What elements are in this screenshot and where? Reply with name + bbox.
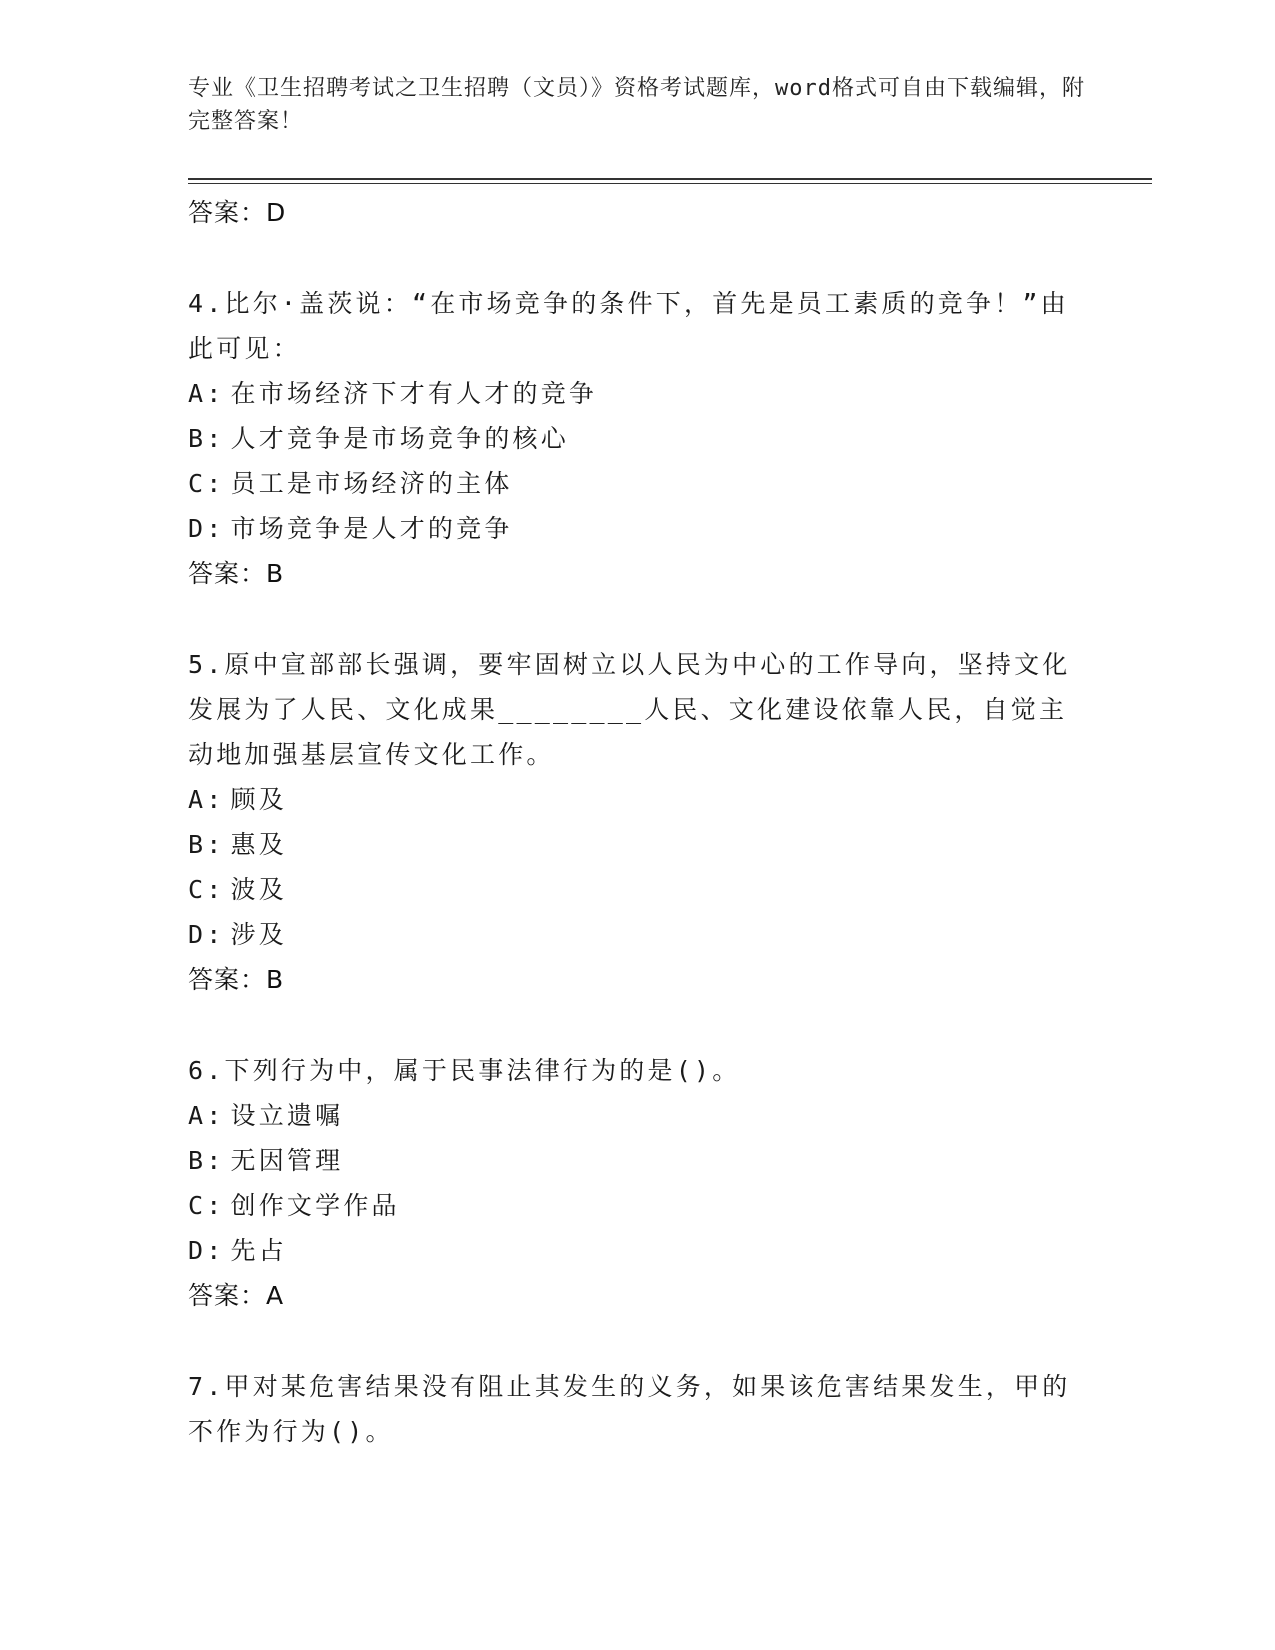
option-text: 市场竞争是人才的竞争	[230, 514, 513, 543]
option-text: 先占	[230, 1236, 287, 1265]
option-text: 涉及	[230, 920, 287, 949]
option-text: 无因管理	[230, 1146, 344, 1175]
option-key: A:	[188, 379, 225, 408]
answer-line: 答案：B	[188, 965, 285, 994]
option-a	[188, 371, 1088, 416]
option-b	[188, 1138, 1088, 1183]
question-stem: 7.甲对某危害结果没有阻止其发生的义务，如果该危害结果发生，甲的不作为行为()。	[188, 1372, 1071, 1446]
option-key: B:	[188, 424, 225, 453]
option-key: B:	[188, 1146, 225, 1175]
option-key: C:	[188, 469, 225, 498]
option-a	[188, 1093, 1088, 1138]
header-rule-thin	[188, 183, 1152, 184]
header-rule-thick	[188, 178, 1152, 180]
question-content	[188, 190, 1088, 1454]
option-c	[188, 1183, 1088, 1228]
question-stem: 5.原中宣部部长强调，要牢固树立以人民为中心的工作导向，坚持文化发展为了人民、文化成果________人民、文化建设依靠人民，自觉主动地加强基层宣传文化工作。	[188, 650, 1071, 769]
document-header: 专业《卫生招聘考试之卫生招聘（文员）》资格考试题库，word格式可自由下载编辑，附完整答案！	[188, 76, 1085, 134]
option-a	[188, 777, 1088, 822]
option-key: D:	[188, 920, 225, 949]
option-key: A:	[188, 785, 225, 814]
option-text: 员工是市场经济的主体	[230, 469, 513, 498]
option-c	[188, 461, 1088, 506]
option-text: 波及	[230, 875, 287, 904]
option-text: 人才竞争是市场竞争的核心	[230, 424, 569, 453]
question-stem: 6.下列行为中，属于民事法律行为的是()。	[188, 1056, 741, 1085]
option-b	[188, 416, 1088, 461]
option-text: 创作文学作品	[230, 1191, 400, 1220]
answer-line: 答案：B	[188, 559, 285, 588]
option-d	[188, 506, 1088, 551]
option-c	[188, 867, 1088, 912]
option-key: D:	[188, 514, 225, 543]
option-text: 设立遗嘱	[230, 1101, 344, 1130]
option-d	[188, 912, 1088, 957]
option-key: C:	[188, 875, 225, 904]
answer-line: 答案：D	[188, 198, 287, 227]
answer-line: 答案：A	[188, 1281, 285, 1310]
question-stem: 4.比尔·盖茨说：“在市场竞争的条件下，首先是员工素质的竞争！”由此可见：	[188, 289, 1069, 363]
option-key: D:	[188, 1236, 225, 1265]
option-key: A:	[188, 1101, 225, 1130]
option-key: B:	[188, 830, 225, 859]
option-text: 在市场经济下才有人才的竞争	[230, 379, 598, 408]
option-key: C:	[188, 1191, 225, 1220]
option-b	[188, 822, 1088, 867]
option-text: 顾及	[230, 785, 287, 814]
option-d	[188, 1228, 1088, 1273]
option-text: 惠及	[230, 830, 287, 859]
